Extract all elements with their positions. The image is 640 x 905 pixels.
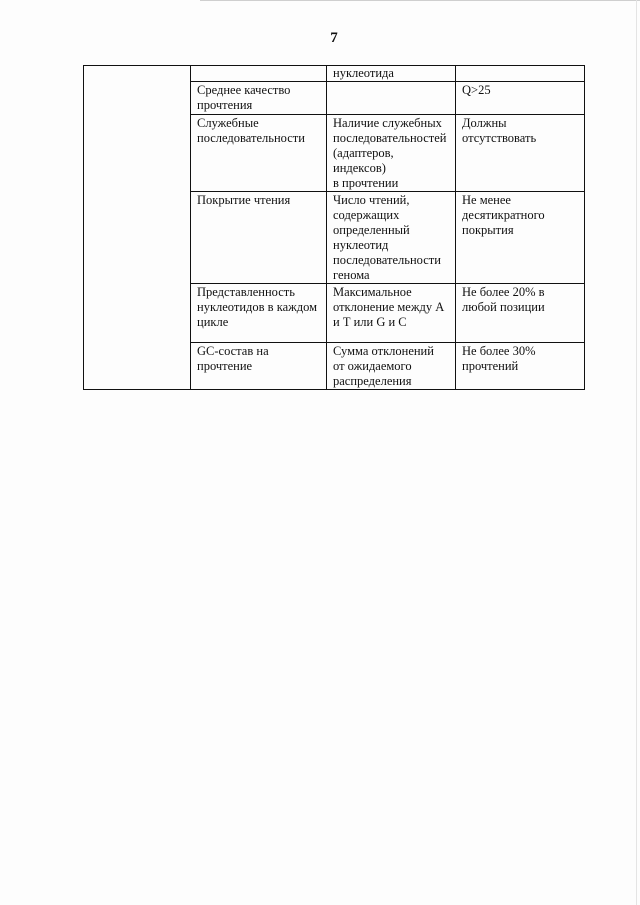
table-cell-parameter: Среднее качество прочтения (191, 82, 327, 115)
scan-edge-right (636, 0, 637, 905)
table-cell-method: Сумма отклонений от ожидаемого распределения (327, 343, 456, 390)
page-number: 7 (330, 30, 338, 46)
table-cell-criterion: Должны отсутствовать (456, 115, 585, 192)
table-cell-criterion: Q>25 (456, 82, 585, 115)
table-cell-method (327, 82, 456, 115)
table-cell-criterion: Не более 30% прочтений (456, 343, 585, 390)
table-cell-method: нуклеотида (327, 66, 456, 82)
table-row (84, 66, 585, 82)
scan-edge-top (200, 0, 640, 1)
table-cell-parameter (191, 66, 327, 82)
table-cell-criterion: Не более 20% в любой позиции (456, 284, 585, 343)
table-cell-parameter: GC-состав на прочтение (191, 343, 327, 390)
requirements-table (83, 65, 585, 390)
merged-first-column-cell (84, 66, 191, 390)
table-cell-parameter: Покрытие чтения (191, 192, 327, 284)
table-cell-parameter: Служебные последовательности (191, 115, 327, 192)
table-cell-criterion (456, 66, 585, 82)
table-cell-method: Число чтений, содержащих определенный нуклеотид последовательности генома (327, 192, 456, 284)
table-cell-criterion: Не менее десятикратного покрытия (456, 192, 585, 284)
table-cell-method: Наличие служебных последовательностей (адаптеров, индексов) в прочтении (327, 115, 456, 192)
table-cell-method: Максимальное отклонение между А и Т или G и С (327, 284, 456, 343)
table-cell-parameter: Представленность нуклеотидов в каждом цикле (191, 284, 327, 343)
